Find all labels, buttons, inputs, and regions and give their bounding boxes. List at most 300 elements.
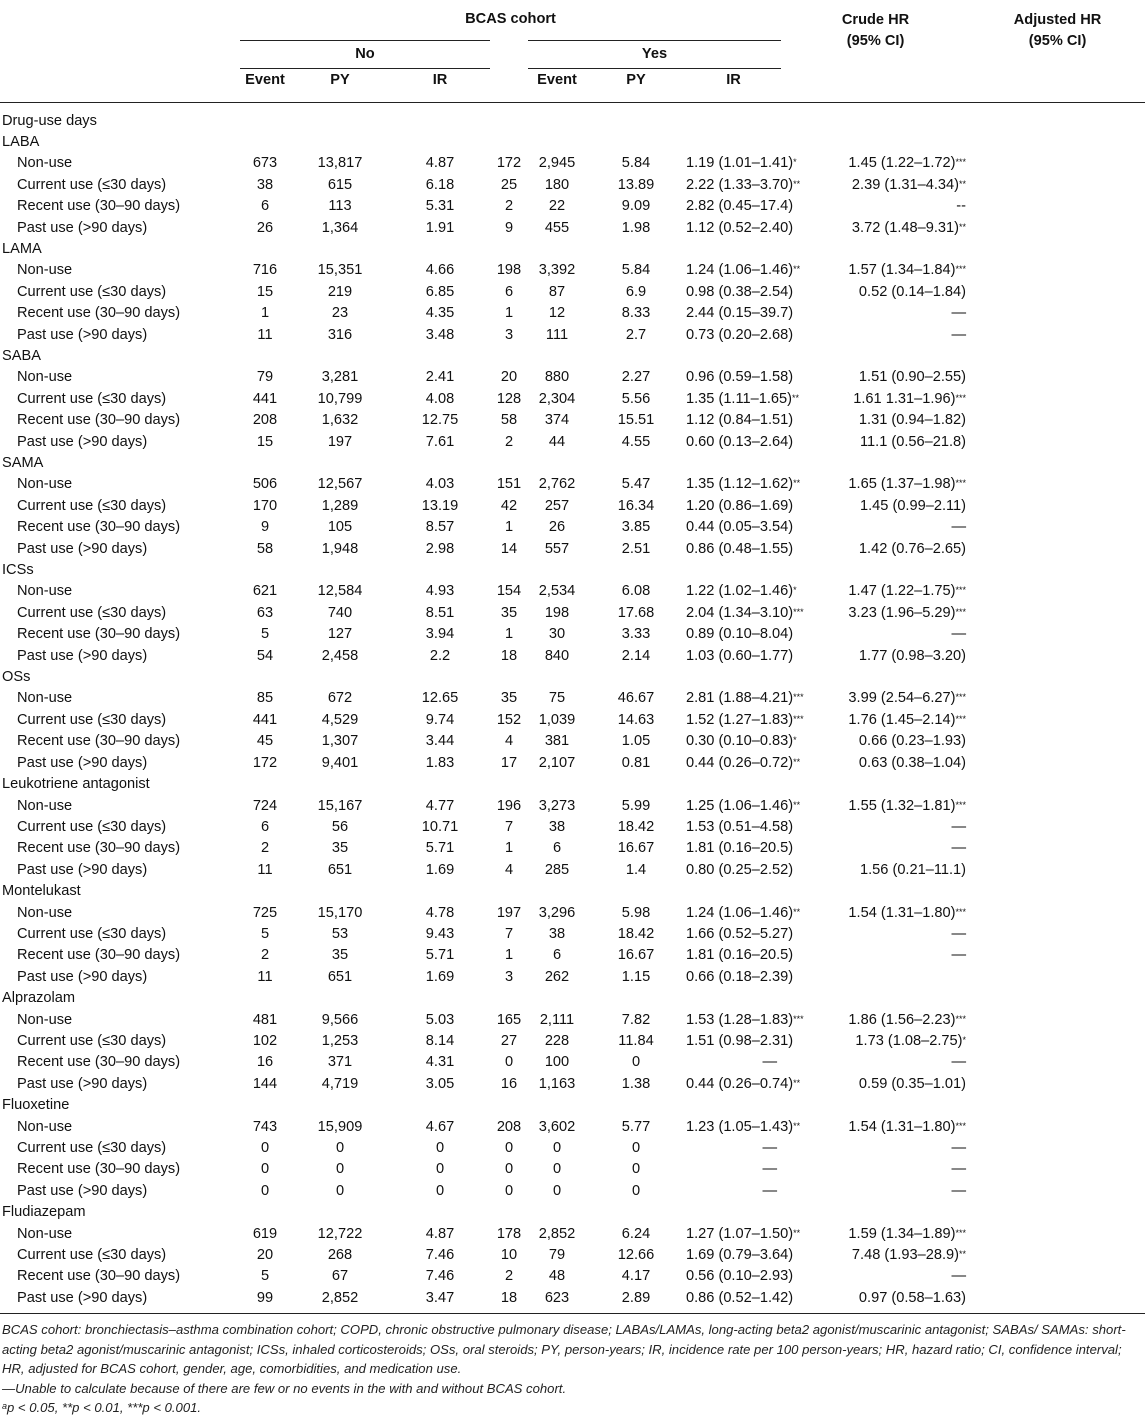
no-event: 16 [256, 1054, 274, 1071]
adjusted-hr-significance: *** [955, 799, 967, 810]
no-ir: 0 [435, 1140, 445, 1156]
yes-event: 3 [504, 326, 514, 343]
crude-hr-value: 1.19 (1.01–1.41) [686, 155, 794, 172]
adjusted-hr-significance: *** [955, 906, 967, 917]
no-py: 15,170 [317, 904, 363, 921]
crude-hr-value: 0.30 (0.10–0.83) [686, 733, 794, 750]
yes-event: 18 [500, 1289, 518, 1306]
crude-hr-value: 0.80 (0.25–2.52) [686, 861, 794, 878]
yes-event-header: Event [528, 68, 586, 102]
yes-ir: 15.51 [617, 412, 655, 429]
yes-event: 0 [504, 1161, 514, 1178]
yes-py: 840 [544, 647, 570, 664]
yes-ir: 14.63 [617, 711, 655, 728]
usage-label: Non-use [17, 155, 73, 172]
yes-py: 38 [548, 925, 566, 942]
adjusted-hr-value: — [951, 947, 967, 964]
yes-py: 3,296 [538, 904, 576, 921]
yes-ir: 2.89 [621, 1289, 651, 1306]
group-row [0, 560, 1145, 581]
crude-hr-value: 0.60 (0.13–2.64) [686, 433, 794, 450]
yes-event: 16 [500, 1075, 518, 1092]
yes-event: 196 [496, 797, 522, 814]
usage-label: Non-use [17, 583, 73, 600]
table-row [0, 432, 1145, 453]
crude-hr-value: 1.66 (0.52–5.27) [686, 925, 794, 942]
no-py: 105 [327, 519, 353, 536]
usage-label: Recent use (30–90 days) [17, 412, 181, 429]
yes-py: 1,163 [538, 1075, 576, 1092]
no-ir: 1.83 [425, 754, 455, 771]
yes-ir: 0 [631, 1140, 641, 1156]
table-row [0, 603, 1145, 624]
yes-event: 2 [504, 433, 514, 450]
no-ir: 12.75 [421, 412, 459, 429]
adjusted-hr-value: 0.52 (0.14–1.84) [858, 283, 967, 300]
no-event: 1 [260, 305, 270, 322]
usage-label: Current use (≤30 days) [17, 390, 167, 407]
no-py: 1,289 [321, 497, 359, 514]
crude-hr-significance: *** [793, 692, 804, 703]
adjusted-hr-value: 3.23 (1.96–5.29) [848, 604, 956, 621]
no-event: 6 [260, 818, 270, 835]
table-row [0, 817, 1145, 838]
no-py: 35 [331, 947, 349, 964]
adjusted-hr [781, 496, 970, 517]
adjusted-hr [781, 175, 970, 196]
adjusted-hr [781, 1266, 970, 1287]
no-ir: 4.78 [425, 904, 455, 921]
yes-ir: 1.38 [621, 1075, 651, 1092]
table-row [0, 710, 1145, 731]
crude-hr [686, 389, 800, 410]
yes-ir-header: IR [686, 68, 781, 102]
crude-hr [686, 432, 794, 453]
adjusted-hr-significance: *** [955, 1227, 967, 1238]
yes-py: 12 [548, 305, 566, 322]
yes-ir: 4.55 [621, 433, 651, 450]
crude-hr [686, 303, 794, 324]
yes-ir: 2.14 [621, 647, 651, 664]
crude-hr-value: 1.24 (1.06–1.46) [686, 904, 794, 921]
usage-label: Past use (>90 days) [17, 1289, 148, 1306]
adjusted-hr [781, 1181, 970, 1202]
yes-py: 79 [548, 1247, 566, 1264]
no-py: 15,167 [317, 797, 363, 814]
yes-py: 381 [544, 733, 570, 750]
crude-hr [686, 1010, 804, 1031]
no-py: 1,948 [321, 540, 359, 557]
no-event: 5 [260, 925, 270, 942]
yes-py: 44 [548, 433, 566, 450]
no-ir: 9.74 [425, 711, 455, 728]
yes-ir: 16.67 [617, 840, 655, 857]
adjusted-hr-value: 7.48 (1.93–28.9) [851, 1247, 960, 1264]
crude-hr-value: 1.53 (0.51–4.58) [686, 818, 794, 835]
adjusted-hr-significance: *** [955, 713, 967, 724]
crude-hr-significance: ** [793, 264, 801, 275]
adjusted-hr-value: — [951, 1140, 967, 1156]
no-py: 4,719 [321, 1075, 359, 1092]
adjusted-hr-value: 1.77 (0.98–3.20) [858, 647, 967, 664]
yes-py: 262 [544, 968, 570, 985]
yes-ir: 1.98 [621, 219, 651, 236]
no-ir: 12.65 [421, 690, 459, 707]
yes-ir: 18.42 [617, 925, 655, 942]
no-event: 11 [257, 861, 273, 878]
no-py: 9,566 [321, 1011, 359, 1028]
no-ir: 0 [435, 1161, 445, 1178]
yes-ir: 0 [631, 1182, 641, 1199]
yes-ir: 6.08 [621, 583, 651, 600]
no-ir: 5.71 [425, 947, 455, 964]
no-event: 102 [252, 1032, 278, 1049]
yes-event: 208 [496, 1118, 522, 1135]
crude-hr-significance: *** [793, 713, 804, 724]
adjusted-hr-significance: ** [959, 178, 967, 189]
no-event: 172 [252, 754, 278, 771]
no-event: 38 [256, 176, 274, 193]
crude-hr-value: 0.86 (0.52–1.42) [686, 1289, 794, 1306]
yes-py: 26 [548, 519, 566, 536]
adjusted-hr-significance: *** [955, 1013, 967, 1024]
no-event: 9 [260, 519, 270, 536]
yes-ir: 18.42 [617, 818, 655, 835]
crude-hr [686, 924, 794, 945]
no-py-header: PY [290, 68, 390, 102]
usage-label: Current use (≤30 days) [17, 604, 167, 621]
adjusted-hr [781, 1117, 970, 1138]
crude-hr-significance: *** [793, 1013, 804, 1024]
group-name: Alprazolam [2, 990, 75, 1007]
adjusted-hr-value: 0.63 (0.38–1.04) [858, 754, 967, 771]
adjusted-hr-value: -- [956, 198, 967, 215]
usage-label: Non-use [17, 690, 73, 707]
no-event: 208 [252, 412, 278, 429]
yes-py: 6 [552, 840, 562, 857]
yes-py: 198 [544, 604, 570, 621]
crude-hr [686, 710, 804, 731]
crude-hr-value: 1.25 (1.06–1.46) [686, 797, 794, 814]
crude-hr-value: 2.44 (0.15–39.7) [686, 305, 794, 322]
adjusted-hr [781, 325, 970, 346]
yes-py: 880 [544, 369, 570, 386]
usage-label: Non-use [17, 1225, 73, 1242]
table-row [0, 753, 1145, 774]
table-row [0, 967, 1145, 988]
no-py: 219 [327, 283, 353, 300]
yes-event: 18 [500, 647, 518, 664]
adjusted-hr [781, 688, 970, 709]
adjusted-hr [781, 153, 970, 174]
yes-ir: 3.85 [621, 519, 651, 536]
group-name: Fluoxetine [2, 1097, 70, 1114]
table-row [0, 474, 1145, 495]
adjusted-hr-value: 1.47 (1.22–1.75) [848, 583, 956, 600]
group-row [0, 667, 1145, 688]
header-spacer [0, 0, 240, 40]
no-py: 1,632 [321, 412, 359, 429]
crude-hr [686, 474, 801, 495]
yes-event: 7 [504, 925, 514, 942]
crude-hr-significance: ** [793, 1227, 801, 1238]
adjusted-hr [781, 817, 970, 838]
yes-event: 178 [496, 1225, 522, 1242]
usage-label: Current use (≤30 days) [17, 1247, 167, 1264]
adjusted-hr-value: — [951, 840, 967, 857]
yes-ir: 5.47 [621, 476, 651, 493]
no-py: 113 [328, 198, 352, 215]
yes-ir: 5.98 [621, 904, 651, 921]
table-row [0, 731, 1145, 752]
table-row [0, 860, 1145, 881]
crude-hr [686, 1245, 794, 1266]
crude-hr [686, 1181, 781, 1202]
crude-hr-significance: ** [793, 756, 801, 767]
no-event: 2 [260, 840, 270, 857]
yes-ir: 3.33 [621, 626, 651, 643]
usage-label: Past use (>90 days) [17, 219, 148, 236]
group-name: LABA [2, 133, 40, 150]
adjusted-hr [781, 860, 970, 881]
no-ir: 4.87 [425, 155, 455, 172]
no-ir: 5.31 [425, 198, 455, 215]
no-py: 672 [327, 690, 353, 707]
table-row [0, 175, 1145, 196]
adjusted-hr [781, 282, 970, 303]
adjusted-hr-value: 1.45 (1.22–1.72) [848, 155, 956, 172]
crude-hr [686, 1074, 801, 1095]
footnote-significance: $^a$p < 0.05, **p < 0.01, ***p < 0.001. [2, 1400, 202, 1416]
yes-ir: 5.84 [621, 262, 651, 279]
yes-py: 3,273 [538, 797, 576, 814]
yes-event: 2 [504, 1268, 514, 1285]
no-py: 10,799 [317, 390, 363, 407]
yes-event: 25 [500, 176, 518, 193]
group-name: LAMA [2, 240, 42, 257]
table-row [0, 153, 1145, 174]
crude-hr-value: 1.12 (0.84–1.51) [686, 412, 794, 429]
usage-label: Non-use [17, 262, 73, 279]
crude-hr [686, 688, 804, 709]
yes-event: 7 [504, 818, 514, 835]
crude-hr-value: 2.22 (1.33–3.70) [686, 176, 794, 193]
crude-hr [686, 260, 801, 281]
yes-event: 0 [504, 1054, 514, 1071]
table-row [0, 1181, 1145, 1202]
no-event: 20 [256, 1247, 274, 1264]
group-name: Leukotriene antagonist [2, 776, 150, 793]
yes-ir: 11.84 [618, 1032, 654, 1049]
yes-py: 30 [548, 626, 566, 643]
no-py: 35 [331, 840, 349, 857]
crude-hr [686, 153, 797, 174]
no-ir: 1.69 [425, 968, 455, 985]
adjusted-hr-value: — [951, 626, 967, 643]
section-row [0, 111, 1145, 132]
no-py: 1,253 [321, 1032, 359, 1049]
yes-ir: 9.09 [621, 198, 651, 215]
adjusted-hr [781, 624, 970, 645]
yes-py: 2,852 [538, 1225, 576, 1242]
crude-hr [686, 196, 794, 217]
crude-hr-value: 1.51 (0.98–2.31) [686, 1032, 794, 1049]
yes-header: Yes [528, 40, 781, 68]
crude-hr [686, 496, 794, 517]
adjusted-hr [781, 731, 970, 752]
adjusted-hr-value: 1.73 (1.08–2.75) [855, 1032, 963, 1049]
yes-py: 22 [548, 198, 566, 215]
no-ir: 4.87 [425, 1225, 455, 1242]
crude-hr-value: 1.52 (1.27–1.83) [686, 711, 794, 728]
crude-hr [686, 1159, 781, 1180]
no-ir: 2.2 [429, 647, 451, 664]
yes-event: 14 [500, 540, 518, 557]
no-event: 743 [252, 1118, 278, 1135]
no-ir: 8.51 [425, 604, 455, 621]
yes-ir: 0 [631, 1161, 641, 1178]
usage-label: Past use (>90 days) [17, 754, 148, 771]
no-ir: 5.03 [425, 1011, 455, 1028]
crude-hr-value: 1.35 (1.11–1.65) [686, 390, 793, 407]
crude-hr-value: 0.86 (0.48–1.55) [686, 540, 794, 557]
crude-hr-value: 2.04 (1.34–3.10) [686, 604, 794, 621]
table-row [0, 646, 1145, 667]
adjusted-hr [781, 303, 970, 324]
usage-label: Past use (>90 days) [17, 433, 148, 450]
yes-py: 2,304 [538, 390, 576, 407]
no-event: 481 [252, 1011, 278, 1028]
group-row [0, 132, 1145, 153]
table-row [0, 1245, 1145, 1266]
adjusted-hr-value: 1.65 (1.37–1.98) [848, 476, 956, 493]
no-event: 170 [252, 497, 278, 514]
no-ir: 4.67 [425, 1118, 455, 1135]
crude-hr [686, 1224, 801, 1245]
yes-py: 2,945 [538, 155, 576, 172]
crude-hr [686, 731, 797, 752]
adjusted-hr [781, 260, 970, 281]
no-ir: 4.03 [425, 476, 455, 493]
adjusted-hr-value: 0.66 (0.23–1.93) [858, 733, 967, 750]
adjusted-hr-value: 1.86 (1.56–2.23) [848, 1011, 956, 1028]
yes-py-header: PY [586, 68, 686, 102]
usage-label: Recent use (30–90 days) [17, 1054, 181, 1071]
no-ir: 3.44 [425, 733, 455, 750]
table-row [0, 1010, 1145, 1031]
yes-py: 0 [552, 1182, 562, 1199]
table-row [0, 410, 1145, 431]
crude-hr-value: 1.53 (1.28–1.83) [686, 1011, 794, 1028]
adjusted-hr-ci: (95% CI) [1028, 33, 1087, 49]
no-ir: 8.14 [425, 1032, 455, 1049]
adjusted-hr-value: 11.1 (0.56–21.8) [860, 433, 967, 450]
adjusted-hr [781, 389, 970, 410]
crude-hr [686, 603, 804, 624]
usage-label: Non-use [17, 476, 73, 493]
yes-py: 87 [548, 283, 566, 300]
table-row [0, 325, 1145, 346]
no-event: 716 [252, 262, 278, 279]
no-py: 13,817 [317, 155, 363, 172]
usage-label: Past use (>90 days) [17, 861, 148, 878]
crude-hr-value: — [762, 1054, 778, 1071]
no-event: 15 [256, 283, 274, 300]
no-py: 0 [335, 1140, 345, 1156]
yes-py: 623 [544, 1289, 570, 1306]
no-event: 2 [260, 947, 270, 964]
no-ir: 4.35 [425, 305, 455, 322]
yes-event: 58 [500, 412, 518, 429]
adjusted-hr-value: 1.56 (0.21–11.1) [860, 861, 967, 878]
usage-label: Current use (≤30 days) [17, 1140, 167, 1156]
adjusted-hr [781, 1224, 970, 1245]
yes-py: 6 [552, 947, 562, 964]
no-ir: 3.47 [425, 1289, 455, 1306]
no-ir: 13.19 [421, 497, 459, 514]
yes-ir: 16.34 [617, 497, 655, 514]
yes-event: 198 [496, 262, 522, 279]
group-name: ICSs [2, 562, 34, 579]
adjusted-hr [781, 646, 970, 667]
no-py: 9,401 [321, 754, 359, 771]
crude-hr-significance: *** [793, 606, 804, 617]
crude-hr-value: 0.73 (0.20–2.68) [686, 326, 794, 343]
yes-ir: 2.7 [625, 326, 647, 343]
adjusted-hr [781, 1159, 970, 1180]
adjusted-hr [781, 196, 970, 217]
table-row [0, 688, 1145, 709]
crude-hr-value: 1.69 (0.79–3.64) [686, 1247, 794, 1264]
yes-py: 111 [545, 326, 569, 343]
yes-ir: 0.81 [621, 754, 651, 771]
crude-hr-value: 0.44 (0.26–0.72) [686, 754, 794, 771]
usage-label: Recent use (30–90 days) [17, 626, 181, 643]
no-event: 0 [260, 1182, 270, 1199]
table-row [0, 517, 1145, 538]
usage-label: Current use (≤30 days) [17, 711, 167, 728]
crude-hr [686, 860, 794, 881]
yes-ir: 1.15 [621, 968, 651, 985]
crude-hr-significance: * [793, 157, 797, 168]
yes-ir: 0 [631, 1054, 641, 1071]
no-py: 651 [327, 861, 353, 878]
group-row [0, 1202, 1145, 1223]
table-row [0, 389, 1145, 410]
no-py: 2,852 [321, 1289, 359, 1306]
crude-hr [686, 1117, 801, 1138]
crude-hr-ci: (95% CI) [846, 33, 905, 49]
crude-hr-value: 1.35 (1.12–1.62) [686, 476, 794, 493]
adjusted-hr [781, 1288, 970, 1309]
yes-event: 197 [496, 904, 522, 921]
no-py: 371 [327, 1054, 353, 1071]
usage-label: Current use (≤30 days) [17, 818, 167, 835]
table-row [0, 581, 1145, 602]
group-row [0, 774, 1145, 795]
no-py: 651 [327, 968, 353, 985]
yes-py: 75 [548, 690, 566, 707]
yes-ir: 2.27 [621, 369, 651, 386]
no-event: 0 [260, 1140, 270, 1156]
no-event: 58 [256, 540, 274, 557]
table-row [0, 260, 1145, 281]
adjusted-hr-value: 1.57 (1.34–1.84) [848, 262, 956, 279]
no-event: 619 [252, 1225, 278, 1242]
no-event: 15 [256, 433, 274, 450]
yes-py: 228 [544, 1032, 570, 1049]
cohort-header: BCAS cohort [465, 11, 556, 27]
